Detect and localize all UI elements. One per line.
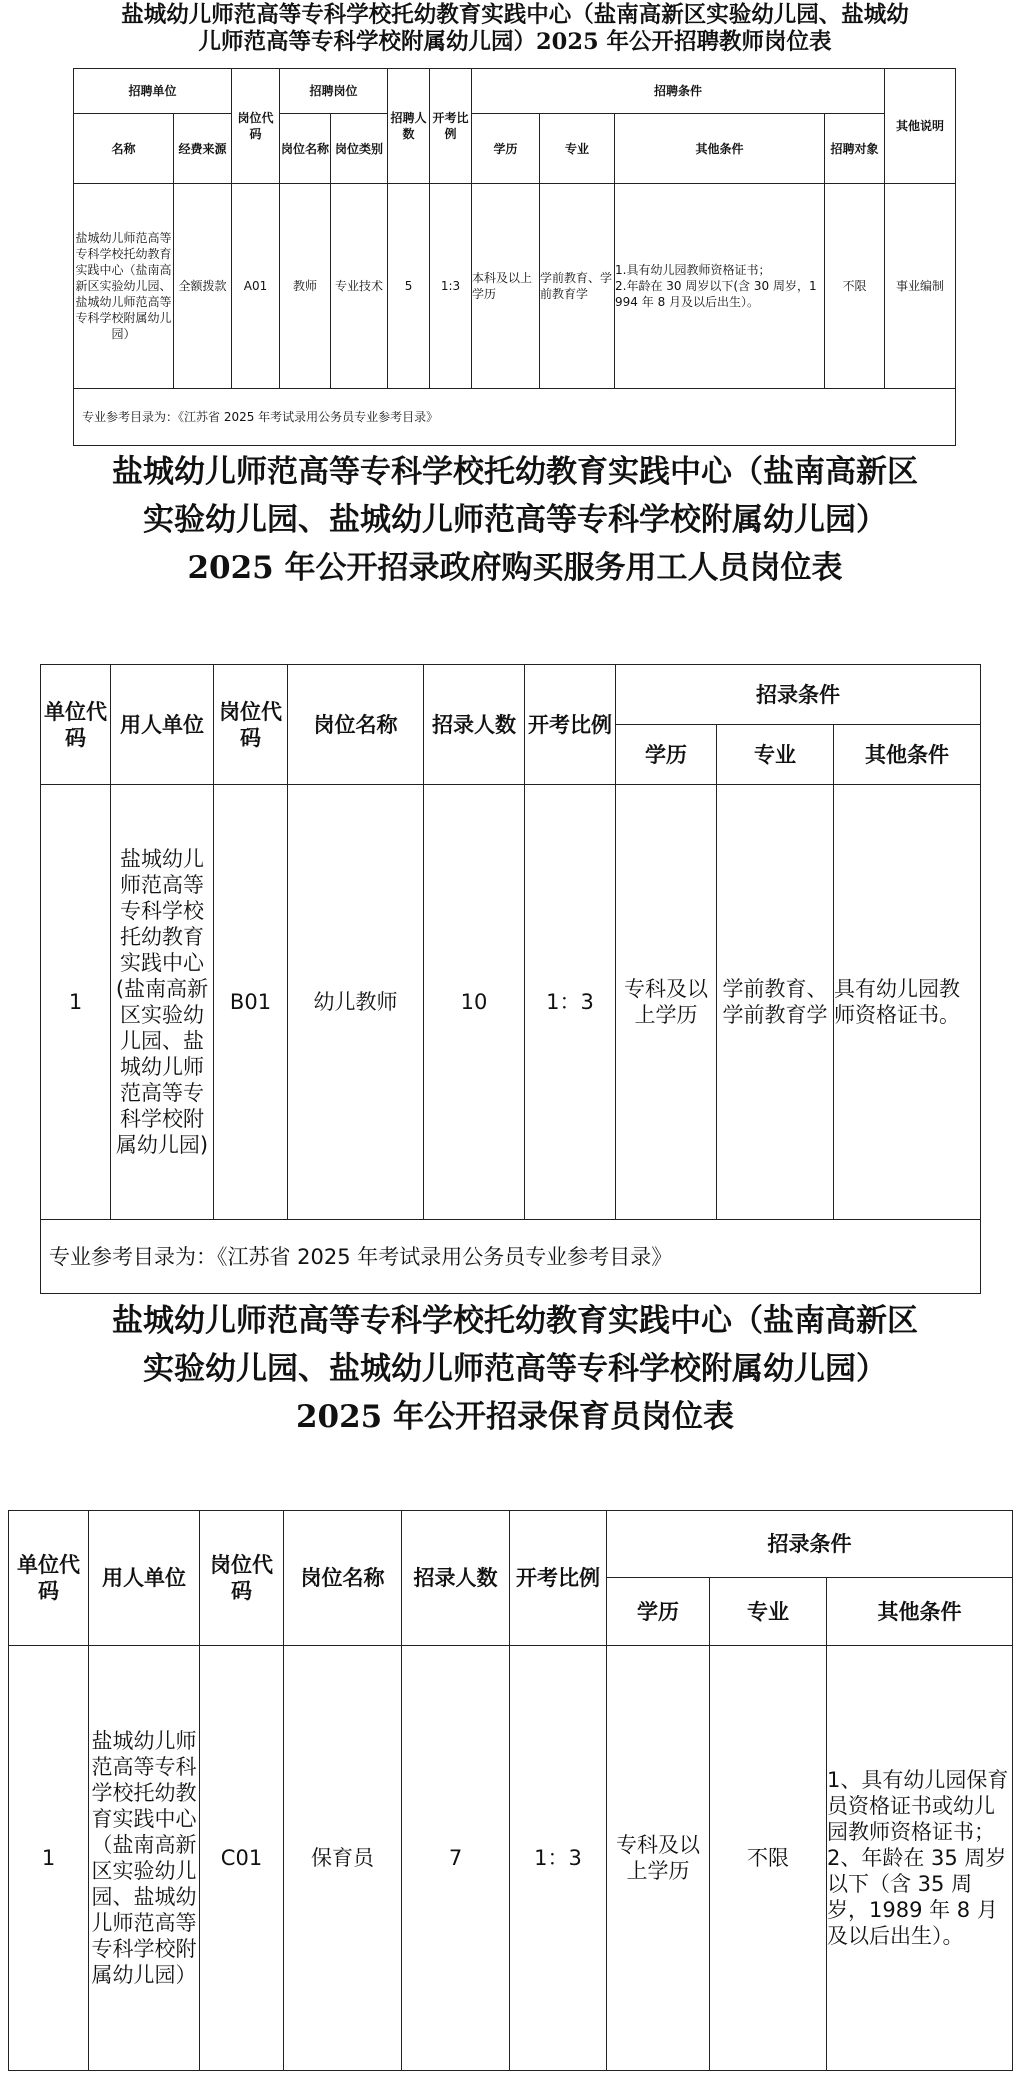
header-post: 招聘岗位: [280, 69, 388, 114]
header-post-code: 岗位代码: [232, 69, 280, 184]
header-education: 学历: [472, 114, 540, 184]
cell-count: 10: [424, 785, 525, 1220]
cell-ratio: 1：3: [525, 785, 616, 1220]
cell-employer: 盐城幼儿师范高等专科学校托幼教育实践中心（盐南高新区实验幼儿园、盐城幼儿师范高等专科学校附属幼儿园）: [89, 1646, 200, 2071]
header-ratio: 开考比例: [430, 69, 472, 184]
cell-unit-code: 1: [41, 785, 111, 1220]
cell-major: 学前教育、学前教育学: [540, 184, 615, 389]
cell-education: 本科及以上学历: [472, 184, 540, 389]
cell-other: 具有幼儿园教师资格证书。: [834, 785, 981, 1220]
cell-education: 专科及以上学历: [616, 785, 717, 1220]
header-conditions: 招录条件: [616, 665, 981, 725]
header-other: 其他条件: [615, 114, 825, 184]
header-unit-code: 单位代码: [41, 665, 111, 785]
cell-unit-code: 1: [9, 1646, 89, 2071]
header-post-name: 岗位名称: [280, 114, 331, 184]
cell-employer: 盐城幼儿师范高等专科学校托幼教育实践中心(盐南高新区实验幼儿园、盐城幼儿师范高等专科学校附属幼儿园): [111, 785, 214, 1220]
header-post-name: 岗位名称: [288, 665, 424, 785]
cell-post-code: C01: [200, 1646, 284, 2071]
cell-other: 1、具有幼儿园保育员资格证书或幼儿园教师资格证书； 2、年龄在 35 周岁以下（含 35 周岁，1989 年 8 月及以后出生）。: [827, 1646, 1013, 2071]
header-post-code: 岗位代码: [214, 665, 288, 785]
header-conditions: 招录条件: [607, 1511, 1013, 1578]
cell-ratio: 1:3: [430, 184, 472, 389]
cell-post-name: 保育员: [284, 1646, 402, 2071]
header-education: 学历: [607, 1578, 710, 1646]
header-ratio: 开考比例: [510, 1511, 607, 1646]
cell-count: 7: [402, 1646, 510, 2071]
header-other: 其他条件: [834, 725, 981, 785]
header-remark: 其他说明: [885, 69, 956, 184]
header-unit: 招聘单位: [74, 69, 232, 114]
table1-title: 盐城幼儿师范高等专科学校托幼教育实践中心（盐南高新区实验幼儿园、盐城幼 儿师范高等专科学校附属幼儿园）2025 年公开招聘教师岗位表: [121, 2, 909, 55]
table2-note: 专业参考目录为：《江苏省 2025 年考试录用公务员专业参考目录》: [41, 1220, 981, 1294]
cell-post-type: 专业技术: [331, 184, 388, 389]
cell-ratio: 1：3: [510, 1646, 607, 2071]
table-row: [9, 1646, 1013, 2071]
table2-title: 盐城幼儿师范高等专科学校托幼教育实践中心（盐南高新区 实验幼儿园、盐城幼儿师范高等专科学校附属幼儿园） 2025 年公开招录政府购买服务用工人员岗位表: [112, 454, 918, 586]
teacher-post-table: [73, 68, 956, 446]
table3-title: 盐城幼儿师范高等专科学校托幼教育实践中心（盐南高新区 实验幼儿园、盐城幼儿师范高等专科学校附属幼儿园） 2025 年公开招录保育员岗位表: [112, 1303, 918, 1435]
cell-post-code: B01: [214, 785, 288, 1220]
header-count: 招录人数: [402, 1511, 510, 1646]
cell-other: 1.具有幼儿园教师资格证书； 2.年龄在 30 周岁以下(含 30 周岁，1994 年 8 月及以后出生）。: [615, 184, 825, 389]
caregiver-table: [8, 1510, 1013, 2071]
header-major: 专业: [717, 725, 834, 785]
cell-name: 盐城幼儿师范高等专科学校托幼教育实践中心（盐南高新区实验幼儿园、盐城幼儿师范高等专科学校附属幼儿园）: [74, 184, 174, 389]
header-post-type: 岗位类别: [331, 114, 388, 184]
header-education: 学历: [616, 725, 717, 785]
header-count: 招录人数: [424, 665, 525, 785]
cell-post-code: A01: [232, 184, 280, 389]
header-target: 招聘对象: [825, 114, 885, 184]
cell-education: 专科及以上学历: [607, 1646, 710, 2071]
header-name: 名称: [74, 114, 174, 184]
header-conditions: 招聘条件: [472, 69, 885, 114]
cell-target: 不限: [825, 184, 885, 389]
cell-post-name: 幼儿教师: [288, 785, 424, 1220]
cell-count: 5: [388, 184, 430, 389]
header-post-name: 岗位名称: [284, 1511, 402, 1646]
header-ratio: 开考比例: [525, 665, 616, 785]
cell-post-name: 教师: [280, 184, 331, 389]
header-employer: 用人单位: [111, 665, 214, 785]
service-staff-table: [40, 664, 981, 1294]
table-row: [41, 785, 981, 1220]
cell-major: 不限: [710, 1646, 827, 2071]
header-post-code: 岗位代码: [200, 1511, 284, 1646]
header-major: 专业: [710, 1578, 827, 1646]
cell-major: 学前教育、学前教育学: [717, 785, 834, 1220]
header-other: 其他条件: [827, 1578, 1013, 1646]
header-employer: 用人单位: [89, 1511, 200, 1646]
header-major: 专业: [540, 114, 615, 184]
table1-note: 专业参考目录为：《江苏省 2025 年考试录用公务员专业参考目录》: [74, 389, 956, 446]
cell-funding: 全额拨款: [174, 184, 232, 389]
cell-remark: 事业编制: [885, 184, 956, 389]
header-funding: 经费来源: [174, 114, 232, 184]
header-unit-code: 单位代码: [9, 1511, 89, 1646]
header-count: 招聘人数: [388, 69, 430, 184]
table-row: [74, 184, 956, 389]
